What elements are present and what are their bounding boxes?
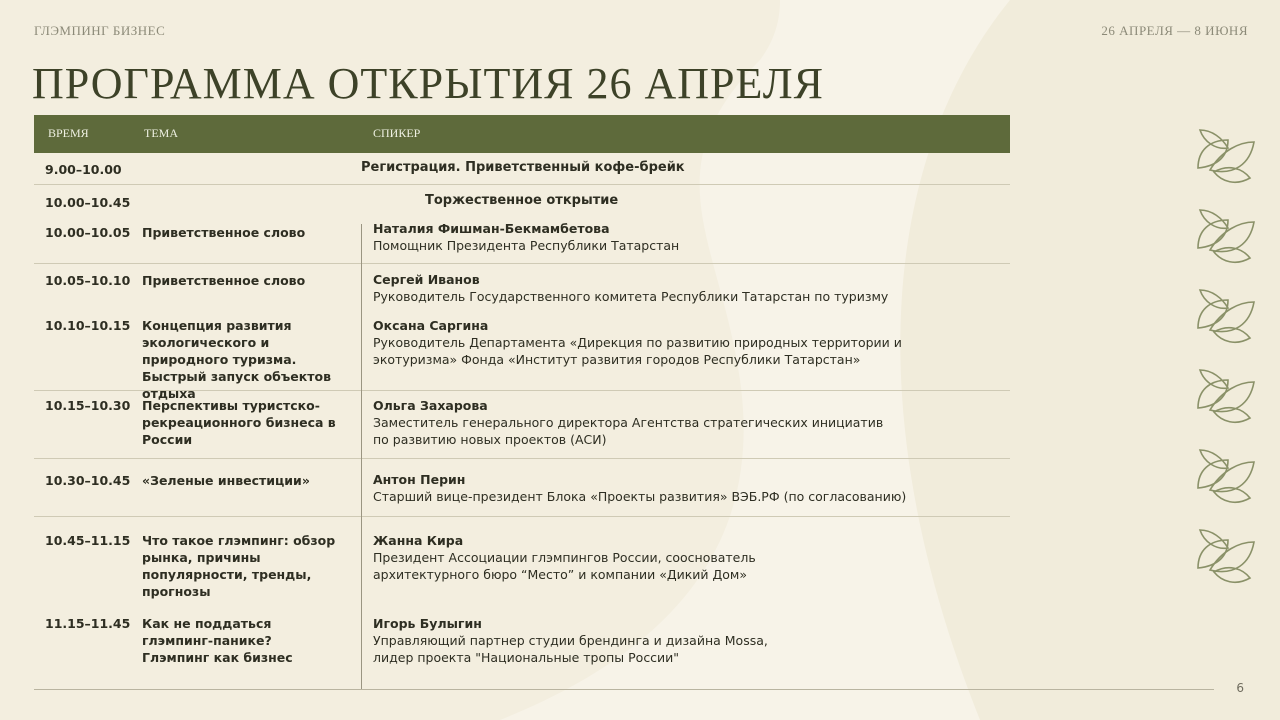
row-time: 10.30–10.45 — [45, 473, 131, 488]
banner-text: Торжественное открытие — [425, 193, 619, 208]
table-row — [34, 153, 1010, 185]
table-row — [34, 264, 1010, 312]
speaker-name: Жанна Кира — [373, 533, 464, 548]
speaker-name: Ольга Захарова — [373, 398, 488, 413]
speaker-role: Управляющий партнер студии брендинга и дизайна Mossa, лидер проекта "Национальные тропы России" — [373, 633, 768, 665]
row-topic: Приветственное слово — [142, 273, 306, 288]
speaker-role: Старший вице-президент Блока «Проекты развития» ВЭБ.РФ (по согласованию) — [373, 489, 907, 504]
speaker-name: Игорь Булыгин — [373, 616, 482, 631]
table-row — [34, 391, 1010, 459]
row-speaker — [373, 220, 1003, 254]
page-number: 6 — [1236, 681, 1244, 695]
row-time: 9.00–10.00 — [45, 162, 122, 177]
table-row — [34, 517, 1010, 611]
footer-line — [34, 689, 1214, 690]
table-row — [34, 459, 1010, 517]
table-row — [34, 312, 1010, 401]
column-divider — [361, 224, 362, 690]
speaker-name: Антон Перин — [373, 472, 466, 487]
speaker-role: Помощник Президента Республики Татарстан — [373, 238, 680, 253]
speaker-role: Руководитель Департамента «Дирекция по развитию природных территории и экотуризма» Фонда «Институт развития городов Республики Татарстан» — [373, 335, 902, 367]
row-speaker — [373, 271, 1003, 305]
row-speaker — [373, 397, 893, 448]
column-header-speaker: СПИКЕР — [373, 126, 421, 140]
row-time: 10.00–10.45 — [45, 195, 131, 210]
row-speaker — [373, 615, 793, 666]
row-time: 11.15–11.45 — [45, 616, 131, 631]
banner-text: Регистрация. Приветственный кофе-брейк — [361, 160, 685, 175]
table-row — [34, 217, 1010, 264]
schedule-table — [34, 115, 1010, 691]
speaker-name: Наталия Фишман-Бекмамбетова — [373, 221, 610, 236]
speaker-name: Сергей Иванов — [373, 272, 480, 287]
row-speaker — [373, 317, 973, 368]
speaker-name: Оксана Саргина — [373, 318, 489, 333]
page-title: ПРОГРАММА ОТКРЫТИЯ 26 АПРЕЛЯ — [32, 59, 824, 108]
row-topic: Перспективы туристско-рекреационного бизнеса в России — [142, 398, 336, 447]
brand-label: ГЛЭМПИНГ БИЗНЕС — [34, 23, 166, 38]
column-header-topic: ТЕМА — [144, 126, 178, 140]
table-row — [34, 611, 1010, 691]
leaf-ornament-icon — [1188, 120, 1268, 600]
event-dates: 26 АПРЕЛЯ — 8 ИЮНЯ — [1101, 23, 1248, 38]
speaker-role: Президент Ассоциации глэмпингов России, сооснователь архитектурного бюро “Место” и компании «Дикий Дом» — [373, 550, 756, 582]
row-topic: Приветственное слово — [142, 225, 306, 240]
row-topic: Что такое глэмпинг: обзор рынка, причины популярности, тренды, прогнозы — [142, 533, 336, 599]
row-speaker — [373, 532, 793, 583]
row-time: 10.45–11.15 — [45, 533, 131, 548]
row-speaker — [373, 471, 1003, 505]
row-topic: Как не поддаться глэмпинг-панике? Глэмпинг как бизнес — [142, 616, 293, 665]
row-topic: «Зеленые инвестиции» — [142, 473, 310, 488]
table-header — [34, 115, 1010, 153]
row-time: 10.15–10.30 — [45, 398, 131, 413]
speaker-role: Заместитель генерального директора Агентства стратегических инициатив по развитию новых проектов (АСИ) — [373, 415, 884, 447]
row-topic: Концепция развития экологического и природного туризма. Быстрый запуск объектов отдыха — [142, 318, 331, 401]
row-time: 10.05–10.10 — [45, 273, 131, 288]
table-row — [34, 185, 1010, 217]
row-time: 10.00–10.05 — [45, 225, 131, 240]
speaker-role: Руководитель Государственного комитета Республики Татарстан по туризму — [373, 289, 889, 304]
row-time: 10.10–10.15 — [45, 318, 131, 333]
column-header-time: ВРЕМЯ — [48, 126, 89, 140]
